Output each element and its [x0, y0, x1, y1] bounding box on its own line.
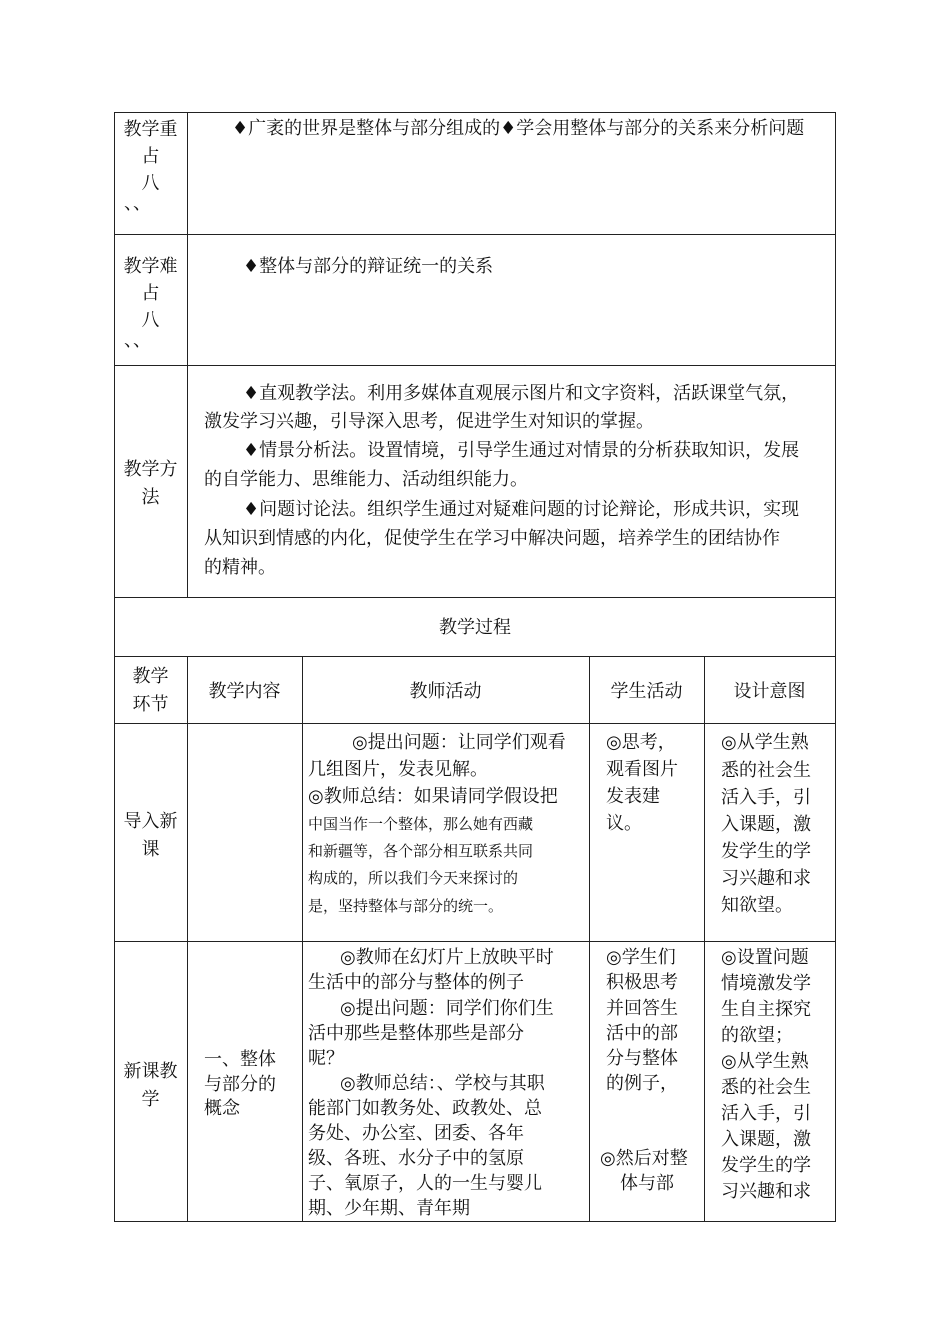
intent-line: ◎从学生熟 [721, 1051, 809, 1072]
intent-line: 发学生的学 [721, 841, 811, 862]
activity-line: 中国当作一个整体，那么她有西藏 [308, 815, 534, 833]
header-line: 教学 [132, 666, 169, 687]
label-line: 教学难 [123, 256, 178, 277]
label-line: 占 [141, 283, 160, 304]
header-intent: 设计意图 [733, 681, 806, 702]
stage-line: 新课教 [123, 1061, 178, 1082]
column-divider [704, 656, 705, 1222]
activity-line: 期、少年期、青年期 [308, 1198, 470, 1219]
column-divider [302, 656, 303, 1222]
intent-line: 习兴趣和求 [721, 868, 811, 889]
activity-line: ◎教师在幻灯片上放映平时 [340, 947, 554, 968]
activity-line: 构成的，所以我们今天来探讨的 [308, 869, 519, 887]
activity-line: 活中那些是整体那些是部分 [308, 1023, 524, 1044]
activity-line: ◎提出问题：同学们你们生 [340, 998, 554, 1019]
column-divider [187, 112, 188, 598]
intent-line: 悉的社会生 [721, 760, 811, 781]
activity-line: 是，坚持整体与部分的统一。 [308, 897, 504, 915]
label-line: 法 [141, 487, 160, 508]
header-teacher: 教师活动 [409, 681, 482, 702]
activity-line: 体与部 [620, 1173, 674, 1194]
header-content: 教学内容 [208, 681, 281, 702]
stage-line: 学 [141, 1089, 160, 1110]
row-divider [114, 941, 836, 942]
activity-line: 呢？ [308, 1048, 344, 1069]
intent-line: 生自主探究 [721, 999, 811, 1020]
label-line: 教学方 [123, 459, 178, 480]
table-border-bottom [114, 1221, 836, 1222]
intent-line: 知欲望。 [721, 895, 793, 916]
activity-line: 的例子， [606, 1073, 678, 1094]
intent-line: ◎设置问题 [721, 947, 809, 968]
key-points-content: ♦广袤的世界是整体与部分组成的♦学会用整体与部分的关系来分析问题 [232, 118, 805, 139]
activity-line: ◎学生们 [606, 947, 676, 968]
content-line: 概念 [204, 1098, 240, 1119]
paragraph-line: ♦问题讨论法。组织学生通过对疑难问题的讨论辩论，形成共识，实现 [243, 499, 800, 520]
label-line: 八 [141, 173, 160, 194]
stage-line: 课 [141, 839, 160, 860]
paragraph-line: 从知识到情感的内化，促使学生在学习中解决问题，培养学生的团结协作 [204, 528, 780, 549]
paragraph-line: 的自学能力、思维能力、活动组织能力。 [204, 469, 528, 490]
activity-line: 并回答生 [606, 998, 678, 1019]
intent-line: 入课题，激 [721, 814, 811, 835]
activity-line: 能部门如教务处、政教处、总 [308, 1098, 542, 1119]
activity-line: ◎提出问题：让同学们观看 [352, 732, 566, 753]
activity-line: 和新疆等，各个部分相互联系共同 [308, 842, 534, 860]
activity-line: ◎思考， [606, 732, 676, 753]
activity-line: 议。 [606, 813, 642, 834]
activity-line: 子、氧原子，人的一生与婴儿 [308, 1173, 542, 1194]
content-line: 一、整体 [204, 1049, 276, 1070]
content-line: 与部分的 [204, 1074, 276, 1095]
intent-line: 活入手，引 [721, 787, 811, 808]
label-line: 、、 [124, 193, 151, 214]
row-divider [114, 723, 836, 724]
intent-line: 情境激发学 [721, 973, 811, 994]
activity-line: 分与整体 [606, 1048, 678, 1069]
header-line: 环节 [132, 694, 169, 715]
activity-line: 活中的部 [606, 1023, 678, 1044]
table-border-right [835, 112, 836, 1222]
column-divider [187, 656, 188, 1222]
paragraph-line: 激发学习兴趣，引导深入思考，促进学生对知识的掌握。 [204, 411, 654, 432]
label-line: 八 [141, 310, 160, 331]
intent-line: 入课题，激 [721, 1129, 811, 1150]
header-student: 学生活动 [610, 681, 683, 702]
paragraph-line: ♦情景分析法。设置情境，引导学生通过对情景的分析获取知识，发展 [243, 440, 800, 461]
activity-line: 发表建 [606, 786, 660, 807]
intent-line: 的欲望； [721, 1025, 793, 1046]
activity-line: 观看图片 [606, 759, 678, 780]
column-divider [589, 656, 590, 1222]
activity-line: ◎教师总结：如果请同学假设把 [308, 786, 558, 807]
row-divider [114, 597, 836, 598]
stage-line: 导入新 [123, 811, 178, 832]
intent-line: ◎从学生熟 [721, 732, 809, 753]
row-divider [114, 234, 836, 235]
label-line: 占 [141, 146, 160, 167]
intent-line: 习兴趣和求 [721, 1181, 811, 1202]
difficulties-content: ♦整体与部分的辩证统一的关系 [243, 256, 494, 277]
activity-line: ◎然后对整 [600, 1148, 688, 1169]
activity-line: ◎教师总结：、学校与其职 [340, 1073, 545, 1094]
activity-line: 积极思考 [606, 972, 678, 993]
process-title: 教学过程 [439, 617, 511, 638]
label-line: 教学重 [123, 119, 178, 140]
row-divider [114, 365, 836, 366]
row-divider [114, 656, 836, 657]
activity-line: 级、各班、水分子中的氢原 [308, 1148, 524, 1169]
activity-line: 务处、办公室、团委、各年 [308, 1123, 524, 1144]
intent-line: 发学生的学 [721, 1155, 811, 1176]
intent-line: 悉的社会生 [721, 1077, 811, 1098]
table-border-top [114, 112, 836, 113]
activity-line: 生活中的部分与整体的例子 [308, 972, 524, 993]
paragraph-line: ♦直观教学法。利用多媒体直观展示图片和文字资料，活跃课堂气氛， [243, 383, 800, 404]
activity-line: 几组图片，发表见解。 [308, 759, 488, 780]
paragraph-line: 的精神。 [204, 557, 276, 578]
intent-line: 活入手，引 [721, 1103, 811, 1124]
label-line: 、、 [124, 330, 151, 351]
